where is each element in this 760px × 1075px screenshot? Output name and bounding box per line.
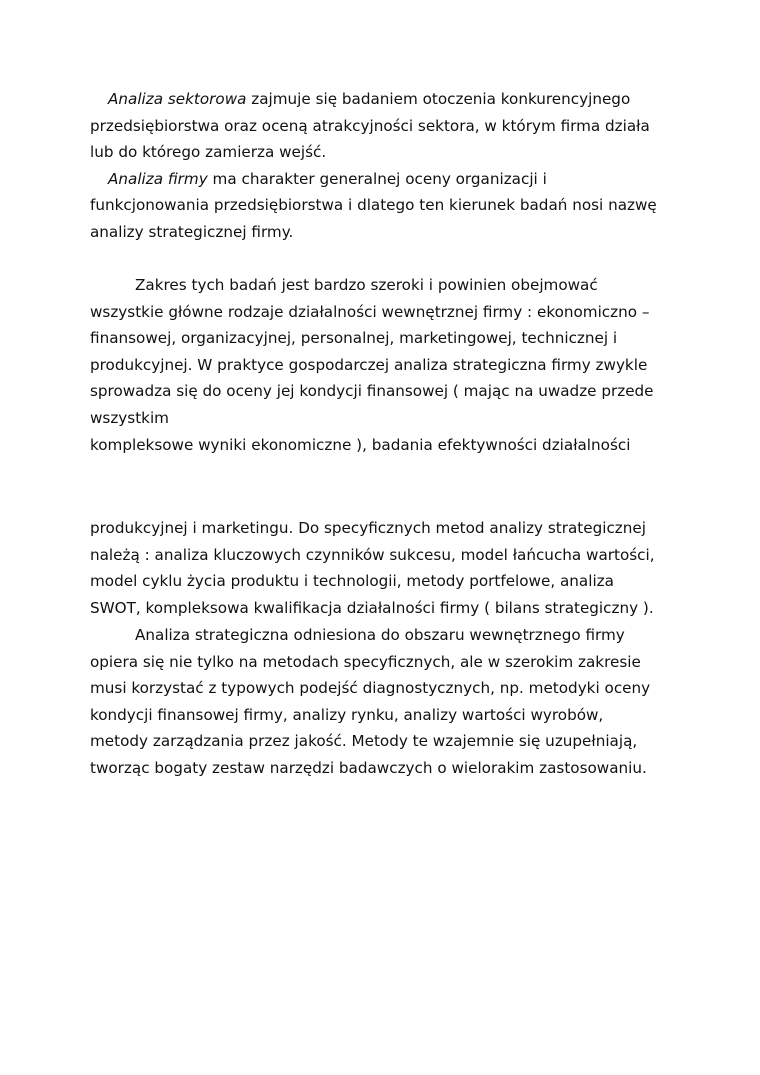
- text-line: produkcyjnej i marketingu. Do specyficznych metod analizy strategicznej: [90, 519, 646, 537]
- text-line: analizy strategicznej firmy.: [90, 222, 294, 241]
- text-line: tworząc bogaty zestaw narzędzi badawczych o wielorakim zastosowaniu.: [90, 758, 647, 777]
- text-fragment: ma charakter generalnej oceny organizacji i: [207, 169, 547, 188]
- text-line: przedsiębiorstwa oraz oceną atrakcyjności sektora, w którym firma działa: [90, 116, 650, 135]
- text-line: wszystkim: [90, 408, 169, 427]
- emphasis-term: Analiza sektorowa: [108, 90, 247, 108]
- paragraph-scope: [90, 272, 680, 458]
- text-line: metody zarządzania przez jakość. Metody te wzajemnie się uzupełniają,: [90, 732, 638, 751]
- text-line: należą : analiza kluczowych czynników sukcesu, model łańcucha wartości,: [90, 545, 655, 564]
- emphasis-term: Analiza firmy: [108, 169, 208, 188]
- text-line: kompleksowe wyniki ekonomiczne ), badania efektywności działalności: [90, 435, 631, 454]
- text-line: funkcjonowania przedsiębiorstwa i dlatego ten kierunek badań nosi nazwę: [90, 196, 657, 215]
- text-line: [90, 166, 680, 193]
- text-line: lub do którego zamierza wejść.: [90, 143, 327, 162]
- text-line: Zakres tych badań jest bardzo szeroki i powinien obejmować: [135, 276, 598, 294]
- text-line: model cyklu życia produktu i technologii, metody portfelowe, analiza: [90, 572, 614, 591]
- text-line: [90, 86, 680, 113]
- text-line: finansowej, organizacyjnej, personalnej, marketingowej, technicznej i: [90, 329, 618, 348]
- text-line: opiera się nie tylko na metodach specyficznych, ale w szerokim zakresie: [90, 652, 641, 671]
- text-line: sprowadza się do oceny jej kondycji finansowej ( mając na uwadze przede: [90, 382, 654, 401]
- text-line: kondycji finansowej firmy, analizy rynku, analizy wartości wyrobów,: [90, 705, 604, 724]
- text-line: Analiza strategiczna odniesiona do obszaru wewnętrznego firmy: [135, 626, 625, 644]
- text-fragment: zajmuje się badaniem otoczenia konkurencyjnego: [246, 90, 631, 108]
- paragraph-sector-analysis: [90, 86, 680, 246]
- text-line: musi korzystać z typowych podejść diagnostycznych, np. metodyki oceny: [90, 679, 651, 698]
- paragraph-methods: [90, 515, 680, 621]
- paragraph-internal-analysis: [90, 622, 680, 782]
- text-line: produkcyjnej. W praktyce gospodarczej analiza strategiczna firmy zwykle: [90, 355, 648, 374]
- text-line: SWOT, kompleksowa kwalifikacja działalności firmy ( bilans strategiczny ).: [90, 598, 654, 617]
- text-line: wszystkie główne rodzaje działalności wewnętrznej firmy : ekonomiczno –: [90, 302, 650, 321]
